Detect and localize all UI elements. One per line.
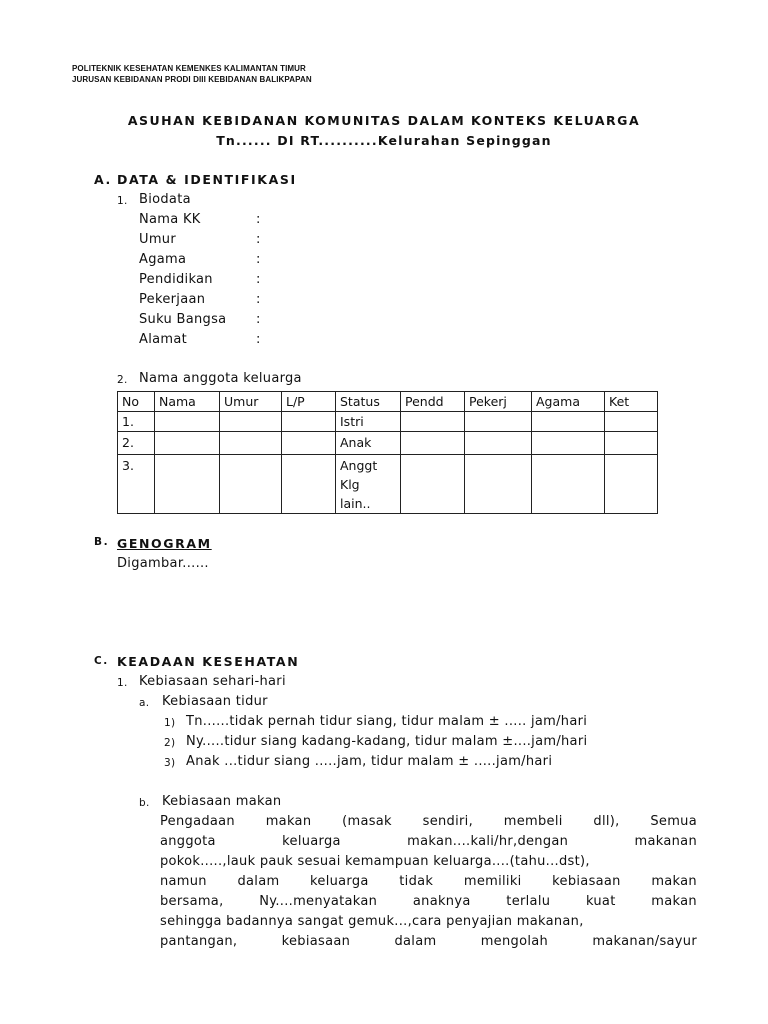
field-colon: : [256,232,261,247]
row-number: 3. [118,455,155,514]
field-label: Pendidikan [139,272,213,287]
list-number: 3) [164,757,176,769]
paragraph-line [160,894,697,909]
column-header: Pekerj [465,392,532,412]
word: anaknya [412,894,471,909]
paragraph-line [160,834,697,849]
table-cell [465,412,532,432]
table-cell [220,432,282,455]
word: makan [651,894,697,909]
sub-letter: b. [139,797,150,809]
word: kebiasaan [281,934,351,949]
family-members-table [117,391,658,514]
section-a-letter: A. [94,172,112,187]
word: makan [651,874,697,889]
word: dalam [237,874,280,889]
word: bersama, [160,894,224,909]
table-cell [220,412,282,432]
column-header: L/P [282,392,336,412]
item-number: 1. [117,677,128,689]
table-cell [605,455,658,514]
table-cell [155,455,220,514]
field-colon: : [256,212,261,227]
list-number: 1) [164,717,176,729]
section-b-letter: B. [94,536,110,548]
status-line: lain.. [340,496,371,511]
status-cell: Anak [336,432,401,455]
table-cell [605,412,658,432]
table-cell [282,432,336,455]
field-label: Agama [139,252,187,267]
sub-letter: a. [139,697,150,709]
field-label: Pekerjaan [139,292,206,307]
genogram-note: Digambar...... [117,556,209,571]
column-header: Umur [220,392,282,412]
table-header-row [118,392,658,412]
document-title: ASUHAN KEBIDANAN KOMUNITAS DALAM KONTEKS KELUARGA [127,113,641,128]
word: dll), [593,814,620,829]
table-cell [465,455,532,514]
word: keluarga [310,874,369,889]
table-cell [532,432,605,455]
table-cell [532,412,605,432]
word: makan [265,814,312,829]
word: kebiasaan [552,874,621,889]
paragraph-line [160,914,697,929]
status-cell: Istri [336,412,401,432]
department-name: JURUSAN KEBIDANAN PRODI DIII KEBIDANAN BALIKPAPAN [72,75,312,84]
paragraph-line [160,874,697,889]
institution-name: POLITEKNIK KESEHATAN KEMENKES KALIMANTAN TIMUR [72,64,306,73]
document-subtitle: Tn...... DI RT..........Kelurahan Sepinggan [216,133,552,148]
word: makan....kali/hr,dengan [407,834,569,849]
paragraph-line [160,934,697,949]
column-header: Nama [155,392,220,412]
field-colon: : [256,292,261,307]
word: Semua [650,814,697,829]
section-b-heading: GENOGRAM [117,536,212,551]
item-number: 2. [117,374,128,386]
field-label: Alamat [139,332,187,347]
field-colon: : [256,312,261,327]
table-row [118,432,658,455]
word: membeli [503,814,563,829]
status-cell [336,455,401,514]
word: terlalu [506,894,551,909]
word: pantangan, [160,934,238,949]
field-colon: : [256,252,261,267]
field-colon: : [256,332,261,347]
table-cell [220,455,282,514]
table-cell [401,412,465,432]
table-cell [401,432,465,455]
word: sehingga badannya sangat gemuk...,cara penyajian makanan, [160,914,584,929]
word: Pengadaan [160,814,235,829]
word: kuat [585,894,616,909]
section-c-heading: KEADAAN KESEHATAN [117,654,300,669]
daily-habits-label: Kebiasaan sehari-hari [139,674,286,689]
word: Ny....menyatakan [259,894,378,909]
table-cell [155,412,220,432]
word: namun [160,874,207,889]
column-header: Status [336,392,401,412]
list-number: 2) [164,737,176,749]
family-members-label: Nama anggota keluarga [139,371,302,386]
column-header: Pendd [401,392,465,412]
sleep-item: Anak ...tidur siang .....jam, tidur malam ± .....jam/hari [186,754,553,769]
word: tidak [399,874,434,889]
word: memiliki [463,874,522,889]
table-cell [155,432,220,455]
field-label: Umur [139,232,176,247]
sleep-habits-label: Kebiasaan tidur [162,694,268,709]
field-label: Nama KK [139,212,201,227]
word: (masak [342,814,392,829]
status-line: Anggt [340,458,378,473]
section-c-letter: C. [94,655,109,667]
table-cell [282,455,336,514]
field-label: Suku Bangsa [139,312,227,327]
table-row [118,412,658,432]
word: keluarga [282,834,341,849]
row-number: 1. [118,412,155,432]
row-number: 2. [118,432,155,455]
table-cell [282,412,336,432]
sleep-item: Tn......tidak pernah tidur siang, tidur malam ± ..... jam/hari [186,714,588,729]
paragraph-line [160,814,697,829]
field-colon: : [256,272,261,287]
eating-habits-label: Kebiasaan makan [162,794,282,809]
word: makanan [634,834,697,849]
table-cell [465,432,532,455]
item-number: 1. [117,195,128,207]
column-header: No [118,392,155,412]
sleep-item: Ny.....tidur siang kadang-kadang, tidur malam ±....jam/hari [186,734,588,749]
column-header: Ket [605,392,658,412]
word: pokok.....,lauk pauk sesuai kemampuan keluarga....(tahu...dst), [160,854,590,869]
column-header: Agama [532,392,605,412]
section-a-heading: DATA & IDENTIFIKASI [117,172,297,187]
word: mengolah [480,934,549,949]
paragraph-line [160,854,697,869]
table-cell [401,455,465,514]
table-cell [532,455,605,514]
word: makanan/sayur [592,934,697,949]
status-line: Klg [340,477,360,492]
table-cell [605,432,658,455]
word: anggota [160,834,216,849]
biodata-label: Biodata [139,192,191,207]
word: dalam [394,934,437,949]
table-row [118,455,658,514]
word: sendiri, [422,814,474,829]
